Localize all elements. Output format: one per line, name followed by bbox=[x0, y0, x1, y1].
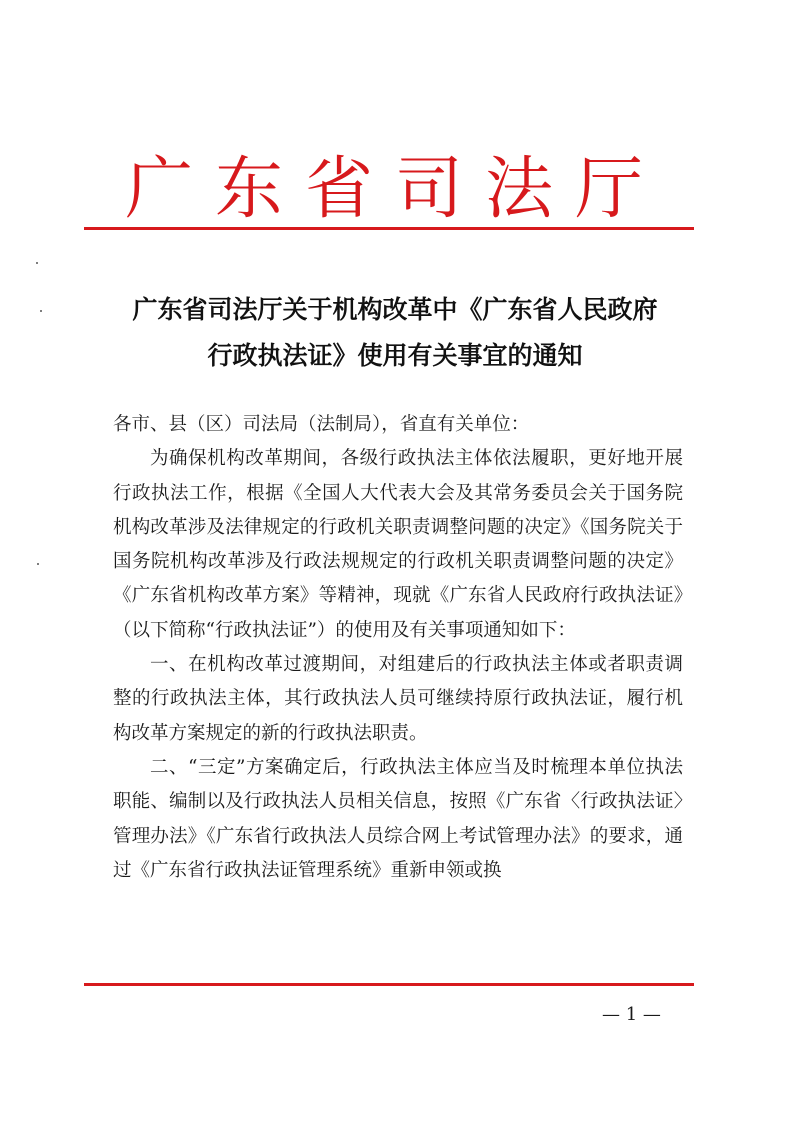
scan-speck bbox=[37, 563, 39, 565]
salutation: 各市、县（区）司法局（法制局），省直有关单位： bbox=[113, 414, 530, 435]
footer-red-line bbox=[84, 983, 694, 986]
scan-speck bbox=[36, 262, 38, 264]
paragraph-intro: 为确保机构改革期间，各级行政执法主体依法履职，更好地开展行政执法工作，根据《全国人大代表大会及其常务委员会关于国务院机构改革涉及法律规定的行政机关职责调整问题的决定》《国务院关于国务院机构改革涉及行政法规规定的行政机关职责调整问题的决定》《广东省机构改革方案》等精神，现就《广东省人民政府行政执法证》（以下简称“行政执法证”）的使用及有关事项通知如下： bbox=[113, 448, 683, 641]
header-red-line bbox=[84, 227, 694, 230]
scan-speck bbox=[40, 310, 42, 312]
paragraph-item-1: 一、在机构改革过渡期间，对组建后的行政执法主体或者职责调整的行政执法主体，其行政执法人员可继续持原行政执法证，履行机构改革方案规定的新的行政执法职责。 bbox=[113, 654, 683, 744]
issuer-header: 广东省司法厅 bbox=[124, 150, 665, 229]
document-title-line-1: 广东省司法厅关于机构改革中《广东省人民政府 bbox=[132, 295, 658, 324]
document-body bbox=[113, 408, 683, 888]
paragraph-item-2: 二、“三定”方案确定后，行政执法主体应当及时梳理本单位执法职能、编制以及行政执法人员相关信息，按照《广东省〈行政执法证〉管理办法》《广东省行政执法人员综合网上考试管理办法》的要求，通过《广东省行政执法证管理系统》重新申领或换 bbox=[113, 756, 683, 881]
document-title-line-2: 行政执法证》使用有关事宜的通知 bbox=[207, 341, 583, 370]
page-number: — 1 — bbox=[602, 1004, 661, 1025]
